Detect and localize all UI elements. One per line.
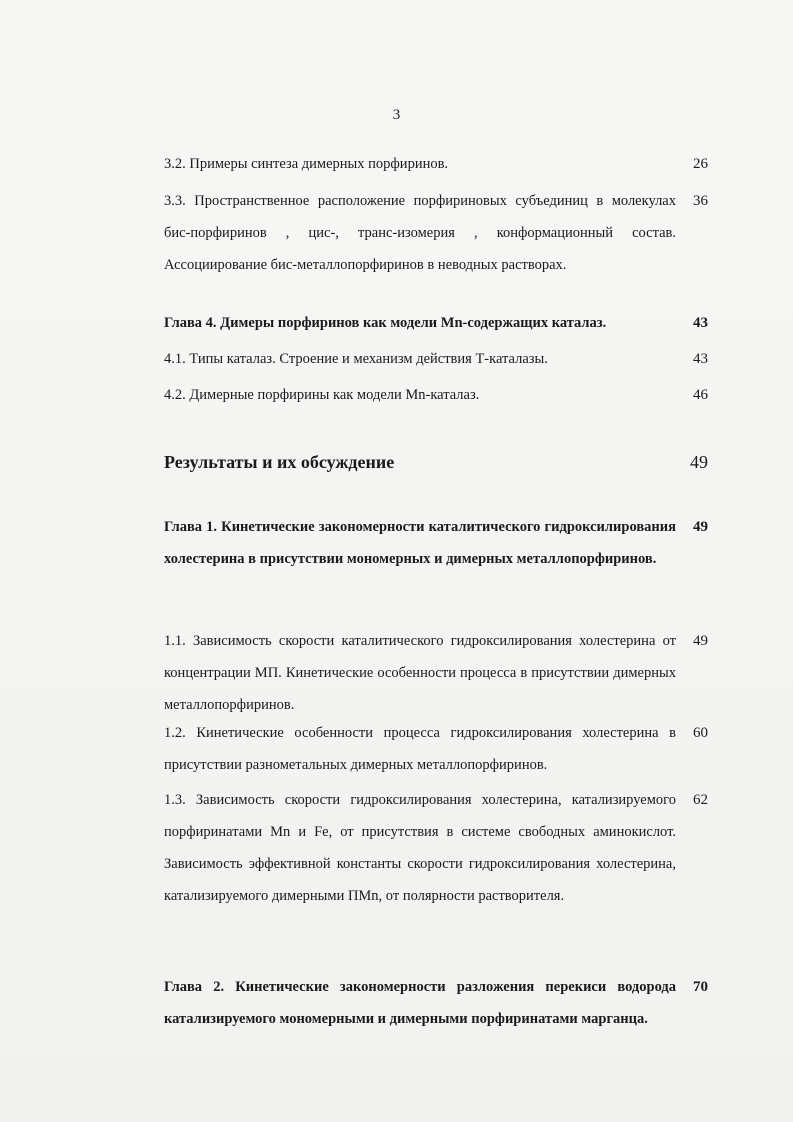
toc-entry-text: 1.3. Зависимость скорости гидроксилирования холестерина, катализируемого порфиринатами Mn и Fe, от присутствия в системе свободных аминокислот. Зависимость эффективной константы скорости гидроксилирования холестерина, катализируемого димерными ПMn, от полярности растворителя. <box>164 792 676 904</box>
toc-entry-page: 43 <box>693 351 708 367</box>
toc-entry-text: Результаты и их обсуждение <box>164 452 395 472</box>
toc-entry-page: 46 <box>693 387 708 403</box>
toc-entry-3-3 <box>164 185 710 281</box>
toc-entry-page: 49 <box>693 633 708 649</box>
toc-entry-page: 43 <box>693 315 708 331</box>
toc-entry-text: 4.1. Типы каталаз. Строение и механизм действия Т-каталазы. <box>164 351 548 367</box>
toc-entry-text: 3.2. Примеры синтеза димерных порфиринов. <box>164 156 449 172</box>
toc-entry-text: 1.2. Кинетические особенности процесса гидроксилирования холестерина в присутствии разнометальных димерных металлопорфиринов. <box>164 725 676 773</box>
toc-entry-page: 49 <box>693 519 708 535</box>
page-number: 3 <box>392 107 401 123</box>
toc-entry-chapter-4 <box>164 307 710 339</box>
toc-entry-page: 36 <box>693 193 708 209</box>
toc-entry-1-2 <box>164 717 710 781</box>
toc-entry-3-2 <box>164 148 710 180</box>
toc-entry-page: 62 <box>693 792 708 808</box>
toc-entry-chapter-1 <box>164 511 710 575</box>
toc-entry-text: 4.2. Димерные порфирины как модели Mn-каталаз. <box>164 387 480 403</box>
toc-entry-page: 49 <box>690 452 708 472</box>
toc-entry-text: Глава 2. Кинетические закономерности разложения перекиси водорода катализируемого мономерными и димерными порфиринатами марганца. <box>164 979 676 1027</box>
toc-entry-4-2 <box>164 379 710 411</box>
toc-entry-1-1 <box>164 625 710 721</box>
toc-entry-chapter-2 <box>164 971 710 1035</box>
toc-entry-4-1 <box>164 343 710 375</box>
toc-entry-text: Глава 1. Кинетические закономерности каталитического гидроксилирования холестерина в присутствии мономерных и димерных металлопорфиринов. <box>164 519 676 567</box>
toc-entry-text: Глава 4. Димеры порфиринов как модели Mn-содержащих каталаз. <box>164 315 607 331</box>
toc-entry-text: 3.3. Пространственное расположение порфириновых субъединиц в молекулах бис-порфиринов , цис-, транс-изомерия , конформационный состав. Ассоциирование бис-металлопорфиринов в неводных растворах. <box>164 193 676 273</box>
toc-entry-page: 70 <box>693 979 708 995</box>
toc-section-results <box>164 446 710 478</box>
toc-entry-text: 1.1. Зависимость скорости каталитического гидроксилирования холестерина от концентрации МП. Кинетические особенности процесса в присутствии димерных металлопорфиринов. <box>164 633 676 713</box>
toc-entry-1-3 <box>164 784 710 912</box>
toc-entry-page: 26 <box>693 156 708 172</box>
toc-entry-page: 60 <box>693 725 708 741</box>
